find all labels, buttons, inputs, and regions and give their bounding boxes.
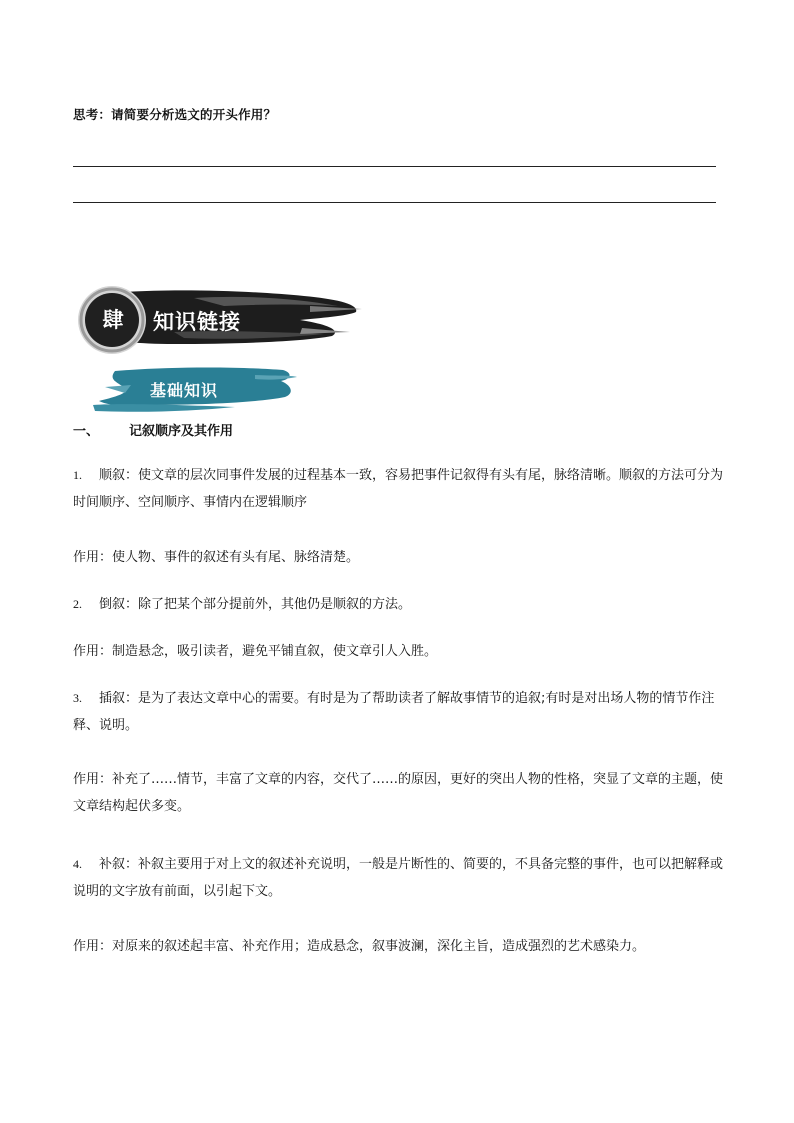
item-text: 倒叙：除了把某个部分提前外，其他仍是顺叙的方法。 xyxy=(99,597,412,612)
list-item xyxy=(73,591,723,618)
item-text: 插叙：是为了表达文章中心的需要。有时是为了帮助读者了解故事情节的追叙;有时是对出场人物的情节作注释、说明。 xyxy=(73,691,715,733)
section-title: 记叙顺序及其作用 xyxy=(129,424,234,439)
item-text: 补叙：补叙主要用于对上文的叙述补充说明，一般是片断性的、简要的，不具备完整的事件，也可以把解释或说明的文字放有前面，以引起下文。 xyxy=(73,857,724,899)
item-effect: 作用：制造悬念，吸引读者，避免平铺直叙，使文章引人入胜。 xyxy=(73,644,438,659)
list-item xyxy=(73,685,723,739)
question-text: 思考：请简要分析选文的开头作用？ xyxy=(73,107,277,122)
item-text: 顺叙：使文章的层次同事件发展的过程基本一致，容易把事件记叙得有头有尾，脉络清晰。顺叙的方法可分为时间顺序、空间顺序、事情内在逻辑顺序 xyxy=(73,468,724,510)
answer-line xyxy=(73,202,716,203)
item-number: 4. xyxy=(73,857,82,871)
item-effect: 作用：对原来的叙述起丰富、补充作用；造成悬念，叙事波澜，深化主旨，造成强烈的艺术感染力。 xyxy=(73,939,646,954)
item-number: 1. xyxy=(73,468,82,482)
item-effect: 作用：补充了……情节，丰富了文章的内容，交代了……的原因，更好的突出人物的性格，突显了文章的主题，使文章结构起伏多变。 xyxy=(73,772,724,814)
item-number: 3. xyxy=(73,691,82,705)
banner-badge: 肆 xyxy=(102,308,124,332)
sub-banner-title: 基础知识 xyxy=(150,381,219,400)
item-number: 2. xyxy=(73,597,82,611)
section-number: 一、 xyxy=(73,424,100,439)
answer-line xyxy=(73,166,716,167)
banner-title: 知识链接 xyxy=(153,310,241,334)
list-item xyxy=(73,851,723,905)
item-effect: 作用：使人物、事件的叙述有头有尾、脉络清楚。 xyxy=(73,550,360,565)
list-item xyxy=(73,462,723,516)
